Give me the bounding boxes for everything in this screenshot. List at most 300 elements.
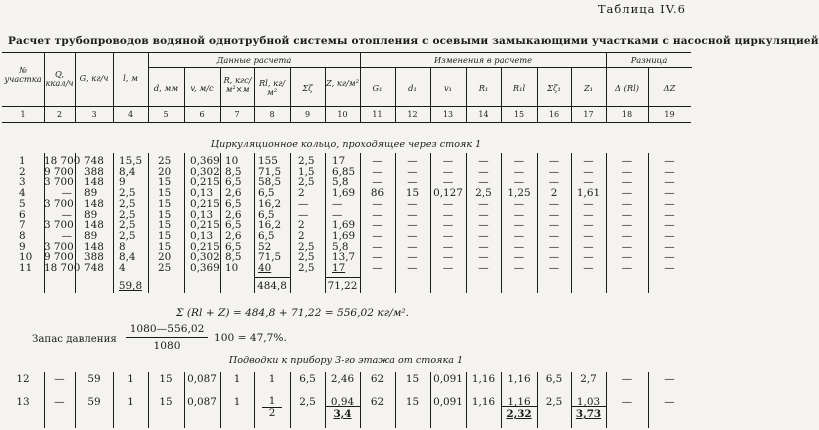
table-cell: 8,5	[225, 165, 242, 178]
table-cell: 9 700	[44, 251, 74, 264]
table-cell: —	[298, 208, 309, 221]
table-cell: 4	[119, 262, 126, 274]
table-cell: —	[621, 219, 633, 232]
table-cell: —	[548, 208, 560, 221]
header-l: l, м	[123, 73, 138, 83]
table-cell: —	[478, 240, 489, 253]
table-cell: 0,302	[190, 251, 220, 264]
table-cell: 15	[158, 219, 172, 232]
table-cell: 15	[158, 229, 172, 242]
table-cell: —	[621, 251, 633, 264]
table-cell: —	[372, 219, 383, 232]
table-cell: 16,2	[258, 197, 282, 210]
table-cell: 20	[158, 165, 172, 178]
header-bottom-line	[2, 106, 691, 107]
fraction-numerator: 1	[268, 395, 276, 407]
column-number: 19	[664, 110, 675, 119]
sum-rule	[501, 406, 537, 407]
col-divider	[113, 153, 114, 293]
table-cell: 59	[87, 396, 101, 408]
header-d1: d₁	[408, 83, 417, 93]
table-cell: —	[583, 208, 594, 221]
table-cell: 0,215	[190, 240, 220, 253]
table-cell: 8	[119, 240, 126, 253]
table-cell: —	[513, 240, 525, 253]
table-cell: 155	[258, 155, 278, 167]
table-cell: —	[548, 251, 560, 264]
section1-caption: Циркуляционное кольцо, проходящее через стояк 1	[210, 139, 482, 150]
column-number: 2	[56, 110, 63, 119]
table-cell: 1	[233, 396, 241, 408]
table-cell: —	[513, 165, 525, 178]
table-cell: —	[407, 229, 418, 242]
header-sum-zeta: Σζ	[302, 83, 313, 93]
table-cell: 2,5	[119, 229, 136, 242]
table-cell: 0,94	[330, 396, 355, 408]
table-cell: 2,5	[545, 396, 563, 408]
table-cell: 89	[84, 208, 98, 221]
table-cell: —	[513, 197, 525, 210]
table-cell: —	[61, 208, 72, 221]
table-cell: —	[583, 251, 594, 264]
table-cell: 0,091	[433, 373, 463, 385]
table-cell: —	[664, 219, 675, 232]
table-cell: 3 700	[44, 219, 74, 232]
table-cell: —	[621, 240, 633, 253]
column-numbers-line	[2, 122, 691, 123]
table-cell: 2,5	[298, 155, 315, 167]
table-cell: 148	[84, 219, 104, 232]
reserve-result: 100 = 47,7%.	[214, 332, 287, 344]
column-number: 17	[583, 110, 594, 119]
header-G1: G₁	[372, 83, 383, 93]
table-cell: 0,369	[190, 155, 220, 167]
section2-caption: Подводки к прибору 3-го этажа от стояка 1	[228, 355, 464, 366]
table-cell: —	[442, 251, 454, 264]
header-sum-zeta1: Σζ₁	[547, 83, 561, 93]
sum-Z: 71,22	[327, 280, 358, 292]
table-cell: —	[664, 251, 675, 264]
table-cell: 1	[127, 373, 134, 385]
table-cell: —	[548, 229, 560, 242]
table-cell: 0,13	[190, 208, 214, 221]
table-cell: 2,6	[225, 229, 242, 242]
table-cell: 89	[84, 187, 98, 200]
header-subline-change	[360, 67, 606, 68]
column-number: 16	[548, 110, 560, 119]
table-cell: 15	[405, 396, 420, 408]
table-cell: 12	[16, 373, 30, 385]
table-cell: —	[664, 229, 675, 242]
table-cell: 17	[332, 262, 346, 274]
table-cell: 2,5	[119, 187, 136, 200]
table-cell: 15	[159, 396, 173, 408]
table-cell: —	[664, 155, 675, 167]
table-cell: —	[372, 251, 383, 264]
table-cell: 58,5	[258, 176, 282, 189]
table-cell: —	[478, 219, 489, 232]
table-cell: 25	[158, 155, 172, 167]
header-v1: v₁	[443, 83, 452, 93]
table-cell: 2,5	[298, 240, 315, 253]
table-cell: —	[61, 229, 72, 242]
table-cell: —	[407, 208, 418, 221]
table-cell: —	[407, 176, 418, 189]
table-cell: 25	[158, 262, 172, 274]
table-cell: —	[372, 197, 383, 210]
table-cell: —	[372, 155, 383, 167]
table-cell: 15	[405, 373, 420, 385]
table-cell: —	[548, 262, 560, 274]
table-cell: 2,5	[299, 396, 316, 408]
table-cell: 148	[84, 240, 104, 253]
header-subline-diff	[606, 67, 692, 68]
reserve-fraction-bar	[126, 337, 208, 338]
table-cell: 6,5	[225, 197, 242, 210]
table-cell: 2	[19, 165, 26, 178]
header-Rl: Rl, кг/м²	[258, 78, 286, 97]
table-cell: 148	[84, 197, 104, 210]
table-cell: 8,5	[225, 251, 242, 264]
table-cell: —	[442, 165, 454, 178]
header-Z: Z, кг/м²	[325, 78, 360, 88]
table-cell: 13	[16, 396, 30, 408]
table-cell: 0,091	[433, 396, 463, 408]
table-cell: 71,5	[258, 165, 282, 178]
table-cell: 8,4	[119, 251, 136, 264]
table-cell: —	[513, 176, 525, 189]
table-cell: 3 700	[44, 197, 74, 210]
table-cell: 1,16	[471, 373, 496, 385]
table-cell: 1,03	[576, 396, 601, 408]
column-number: 4	[127, 110, 134, 119]
table-cell: 2,5	[298, 176, 315, 189]
table-cell: 18 700	[44, 262, 81, 274]
table-cell: 2,6	[225, 187, 242, 200]
table-cell: 10	[225, 155, 239, 167]
header-R: R, кгс/м²×м	[223, 75, 252, 94]
table-cell: —	[664, 197, 675, 210]
table-cell: 2,5	[119, 208, 136, 221]
sum-formula: Σ (Rl + Z) = 484,8 + 71,22 = 556,02 кг/м².	[176, 307, 410, 319]
table-cell: —	[442, 229, 454, 242]
table-cell: 15,5	[119, 155, 143, 167]
table-cell: 0,087	[187, 396, 217, 408]
table-cell: 2	[550, 187, 558, 200]
table-cell: 0,215	[190, 176, 220, 189]
table-cell: 6,5	[225, 219, 242, 232]
table-cell: —	[583, 262, 594, 274]
table-cell: 1	[19, 155, 26, 167]
header-G: G, кг/ч	[79, 73, 109, 83]
table-cell: 10	[225, 262, 239, 274]
table-cell: —	[664, 176, 675, 189]
table-cell: —	[407, 240, 418, 253]
table-cell: 1,69	[332, 187, 356, 200]
column-number: 14	[478, 110, 489, 119]
table-cell: 1,69	[332, 219, 356, 232]
table-cell: —	[583, 165, 594, 178]
table-cell: 15	[159, 373, 173, 385]
row13-sum: 3,73	[575, 408, 602, 420]
column-number: 8	[269, 110, 275, 119]
table-cell: 1	[233, 373, 241, 385]
table-cell: 1,16	[507, 373, 531, 385]
table-cell: 1,69	[332, 229, 356, 242]
table-cell: —	[621, 208, 633, 221]
header-R1: R₁	[478, 83, 489, 93]
table-cell: 3	[19, 176, 26, 189]
table-cell: —	[583, 240, 594, 253]
table-cell: —	[664, 373, 675, 385]
table-cell: 1,25	[507, 187, 531, 200]
table-cell: 2,6	[225, 208, 242, 221]
table-cell: —	[513, 155, 525, 167]
fraction-denominator: 2	[262, 407, 282, 419]
table-cell: 1,61	[576, 187, 601, 200]
column-number: 13	[442, 110, 454, 119]
column-number: 9	[304, 110, 311, 119]
table-cell: —	[621, 373, 633, 385]
table-cell: 5,8	[332, 240, 349, 253]
table-cell: —	[478, 208, 489, 221]
col-divider	[220, 153, 221, 293]
table-cell: —	[583, 155, 594, 167]
table-cell: —	[442, 219, 454, 232]
table-cell: —	[548, 197, 560, 210]
table-cell: 4	[19, 187, 26, 200]
table-cell: —	[442, 262, 454, 274]
table-cell: 0,13	[190, 187, 214, 200]
table-cell: —	[478, 165, 489, 178]
table-cell: —	[372, 176, 383, 189]
table-cell: —	[513, 229, 525, 242]
table-cell: —	[548, 240, 560, 253]
table-cell: 40	[258, 262, 272, 274]
table-cell: 86	[370, 187, 385, 200]
column-number: 1	[20, 110, 26, 119]
table-cell: —	[372, 229, 383, 242]
table-cell: 1	[268, 373, 276, 385]
table-cell: 2,46	[330, 373, 355, 385]
table-cell: —	[583, 229, 594, 242]
table-cell: —	[478, 251, 489, 264]
table-cell: 748	[84, 155, 104, 167]
header-Z1: Z₁	[583, 83, 594, 93]
col-divider	[184, 153, 185, 293]
table-cell: —	[621, 262, 633, 274]
table-cell: 13,7	[332, 251, 356, 264]
table-cell: 0,215	[190, 197, 220, 210]
table-cell: 0,369	[190, 262, 220, 274]
table-cell: —	[621, 155, 633, 167]
column-number: 18	[621, 110, 633, 119]
table-cell: —	[442, 197, 454, 210]
col-divider	[290, 153, 291, 293]
table-cell: 6,5	[299, 373, 316, 385]
table-cell: 6,5	[258, 229, 275, 242]
table-cell: 2	[298, 229, 305, 242]
table-cell: —	[621, 176, 633, 189]
table-cell: —	[442, 240, 454, 253]
table-cell: —	[513, 208, 525, 221]
table-cell: 1,16	[507, 396, 531, 408]
table-cell: 17	[332, 155, 346, 167]
header-R1l: R₁l	[512, 83, 526, 93]
table-cell: —	[407, 251, 418, 264]
row13-sum: 3,4	[333, 408, 352, 420]
table-cell: 1,5	[298, 165, 315, 178]
header-Q: Q, ккал/ч	[45, 69, 74, 88]
table-cell: 148	[84, 176, 104, 189]
table-cell: —	[548, 155, 560, 167]
table-cell: 2,5	[119, 197, 136, 210]
table-cell: 62	[370, 396, 385, 408]
table-cell: 1,16	[471, 396, 496, 408]
table-cell: 10	[19, 251, 33, 264]
table-cell: —	[664, 187, 675, 200]
header-group-data: Данные расчета	[216, 55, 292, 65]
table-cell: 6,5	[258, 208, 275, 221]
table-cell: 6,85	[332, 165, 356, 178]
table-cell: 2,5	[119, 219, 136, 232]
table-cell: 16,2	[258, 219, 282, 232]
table-cell: 59	[87, 373, 101, 385]
table-cell: 0,087	[187, 373, 217, 385]
table-cell: —	[372, 262, 383, 274]
table-cell: 2	[298, 187, 305, 200]
table-cell: 7	[19, 219, 26, 232]
column-number: 5	[163, 110, 169, 119]
table-cell: —	[664, 262, 675, 274]
header-group-diff: Разница	[630, 55, 668, 65]
header-d: d, мм	[153, 83, 179, 93]
column-number: 11	[372, 110, 383, 119]
table-cell: —	[513, 251, 525, 264]
table-cell: —	[621, 165, 633, 178]
table-cell: 2,5	[298, 251, 315, 264]
header-v: v, м/с	[190, 83, 214, 93]
table-cell: —	[478, 176, 489, 189]
table-cell: —	[407, 219, 418, 232]
sum-rule	[325, 277, 360, 278]
header-dRl: Δ (Rl)	[614, 83, 639, 93]
table-cell: —	[298, 197, 309, 210]
sum-rule	[254, 277, 290, 278]
column-number: 12	[407, 110, 418, 119]
table-cell: —	[621, 187, 633, 200]
table-cell: —	[621, 197, 633, 210]
table-cell: —	[664, 208, 675, 221]
header-dZ: ΔZ	[663, 83, 676, 93]
table-cell: 5,8	[332, 176, 349, 189]
table-cell: —	[583, 219, 594, 232]
table-cell: 388	[84, 251, 104, 264]
table-cell: —	[407, 165, 418, 178]
table-cell: —	[372, 165, 383, 178]
table-cell: 8,4	[119, 165, 136, 178]
reserve-numerator: 1080—556,02	[129, 323, 205, 335]
column-number: 15	[513, 110, 525, 119]
header-group-change: Изменения в расчете	[433, 55, 533, 65]
table-cell: —	[478, 155, 489, 167]
table-cell: —	[372, 240, 383, 253]
table-cell: —	[442, 208, 454, 221]
table-cell: —	[478, 229, 489, 242]
table-cell: —	[478, 262, 489, 274]
table-cell: —	[664, 396, 675, 408]
table-cell: 6,5	[258, 187, 275, 200]
table-cell: 52	[258, 240, 272, 253]
table-cell: 0,215	[190, 219, 220, 232]
reserve-label: Запас давления	[32, 334, 117, 345]
table-cell: 0,13	[190, 229, 214, 242]
table-cell: 15	[158, 208, 172, 221]
table-cell: 15	[158, 240, 172, 253]
table-cell: —	[548, 219, 560, 232]
table-cell: 388	[84, 165, 104, 178]
table-cell: —	[332, 197, 343, 210]
table-cell: 15	[158, 176, 172, 189]
table-cell: 62	[370, 373, 385, 385]
row13-sum: 2,32	[506, 408, 532, 420]
column-number: 3	[91, 110, 97, 119]
table-cell: 18 700	[44, 155, 81, 167]
reserve-denominator: 1080	[153, 340, 181, 352]
table-cell: 6,5	[225, 240, 242, 253]
table-cell: —	[513, 219, 525, 232]
table-cell: 11	[19, 262, 33, 274]
table-cell: —	[407, 262, 418, 274]
table-cell: —	[332, 208, 343, 221]
table-cell: 748	[84, 262, 104, 274]
table-title: Расчет трубопроводов водяной однотрубной системы отопления с осевыми замыкающими участками с насосной циркуляцией	[8, 35, 819, 47]
table-cell: 71,5	[258, 251, 282, 264]
table-cell: 15	[405, 187, 420, 200]
table-cell: 89	[84, 229, 98, 242]
table-cell: 0,302	[190, 165, 220, 178]
table-cell: —	[372, 208, 383, 221]
table-cell: —	[621, 229, 633, 242]
table-cell	[254, 396, 290, 419]
table-cell: 1	[127, 396, 134, 408]
table-cell: —	[513, 262, 525, 274]
table-cell: —	[54, 396, 65, 408]
header-top-line	[2, 52, 691, 53]
table-cell: 6,5	[545, 373, 563, 385]
column-number: 7	[234, 110, 240, 119]
table-cell: 2,5	[298, 262, 315, 274]
table-cell: 15	[158, 187, 172, 200]
table-cell: 9	[19, 240, 26, 253]
sum-l: 59,8	[118, 280, 143, 292]
table-cell: —	[548, 165, 560, 178]
table-cell: 9 700	[44, 165, 74, 178]
table-cell: 5	[19, 197, 26, 210]
table-cell: —	[407, 197, 418, 210]
col-divider	[325, 153, 326, 293]
table-cell: 2	[298, 219, 305, 232]
table-cell: 0,127	[433, 187, 463, 200]
table-cell: 2,7	[580, 373, 597, 385]
table-cell: —	[407, 155, 418, 167]
table-cell: —	[664, 240, 675, 253]
table-cell: 8	[19, 229, 26, 242]
table-cell: —	[583, 176, 594, 189]
table-cell: —	[548, 176, 560, 189]
table-cell: —	[664, 165, 675, 178]
table-cell: —	[54, 373, 65, 385]
